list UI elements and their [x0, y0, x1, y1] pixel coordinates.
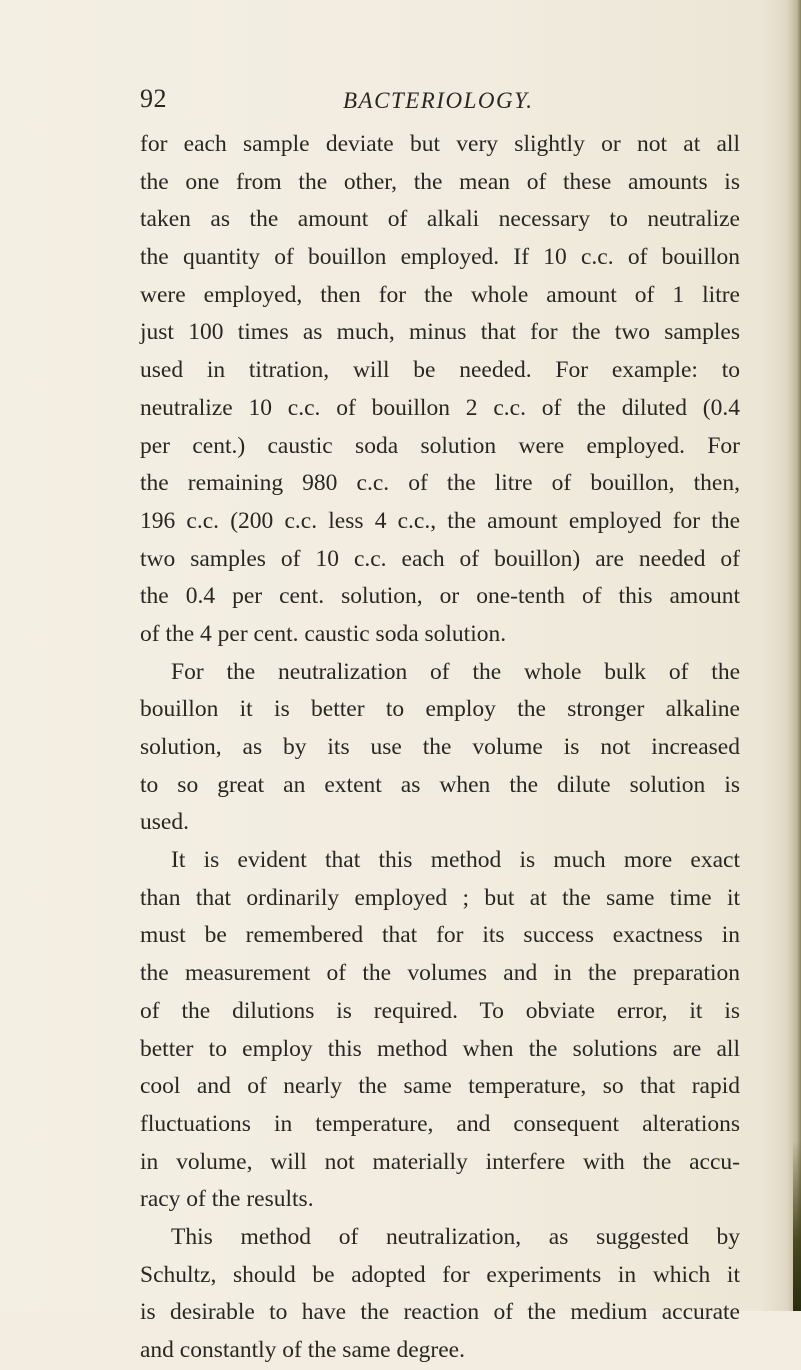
text-line: two samples of 10 c.c. each of bouillon) are needed of	[140, 545, 740, 572]
text-line: neutralize 10 c.c. of bouillon 2 c.c. of the diluted (0.4	[140, 394, 740, 421]
text-line: used.	[140, 809, 189, 836]
text-line: taken as the amount of alkali necessary to neutralize	[140, 206, 740, 233]
text-line: is desirable to have the reaction of the medium accurate	[140, 1299, 740, 1326]
text-line: and constantly of the same degree.	[140, 1337, 465, 1363]
text-line: the quantity of bouillon employed. If 10 c.c. of bouillon	[140, 244, 740, 271]
text-line: This method of neutralization, as suggested by	[171, 1223, 740, 1250]
text-line: per cent.) caustic soda solution were employed. For	[140, 432, 740, 459]
text-line: the remaining 980 c.c. of the litre of bouillon, then,	[140, 470, 740, 497]
text-line: better to employ this method when the solutions are all	[140, 1035, 740, 1062]
body-text	[140, 126, 740, 1370]
text-line: were employed, then for the whole amount of 1 litre	[140, 281, 740, 308]
text-line: of the 4 per cent. caustic soda solution.	[140, 620, 507, 647]
text-line: bouillon it is better to employ the stronger alkaline	[140, 696, 740, 723]
text-line: fluctuations in temperature, and consequent alterations	[140, 1110, 740, 1137]
text-line: the measurement of the volumes and in the preparation	[140, 960, 740, 987]
text-line: the one from the other, the mean of these amounts is	[140, 168, 740, 195]
text-line: used in titration, will be needed. For example: to	[140, 357, 740, 384]
text-line: to so great an extent as when the dilute solution is	[140, 771, 740, 798]
text-line: 196 c.c. (200 c.c. less 4 c.c., the amount employed for the	[140, 507, 740, 534]
text-line: It is evident that this method is much more exact	[171, 847, 740, 874]
text-line: solution, as by its use the volume is not increased	[140, 734, 740, 760]
text-line: of the dilutions is required. To obviate error, it is	[140, 997, 740, 1024]
page-edge-shadow	[787, 0, 801, 1311]
text-line: cool and of nearly the same temperature, so that rapid	[140, 1073, 740, 1100]
text-line: Schultz, should be adopted for experiments in which it	[140, 1261, 740, 1288]
text-line: for each sample deviate but very slightly or not at all	[140, 131, 740, 157]
text-line: For the neutralization of the whole bulk of the	[171, 658, 740, 685]
text-line: just 100 times as much, minus that for the two samples	[140, 319, 740, 346]
text-line: racy of the results.	[140, 1186, 314, 1213]
text-line: the 0.4 per cent. solution, or one-tenth of this amount	[140, 583, 740, 610]
text-line: must be remembered that for its success exactness in	[140, 922, 740, 949]
text-line: than that ordinarily employed ; but at the same time it	[140, 884, 740, 911]
page-number: 92	[140, 84, 167, 113]
running-head: BACTERIOLOGY.	[343, 88, 534, 113]
text-line: in volume, will not materially interfere with the accu-	[140, 1148, 740, 1175]
page-edge-stain	[793, 1140, 801, 1311]
